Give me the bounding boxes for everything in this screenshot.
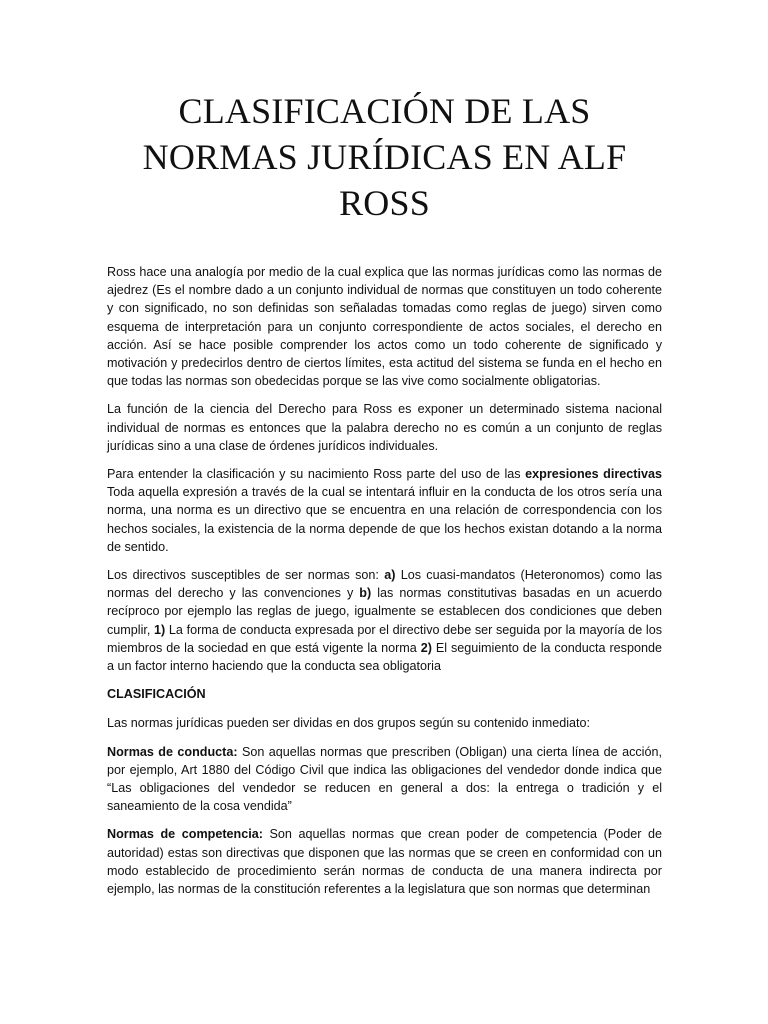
paragraph-analogy: Ross hace una analogía por medio de la cual explica que las normas jurídicas como las normas de ajedrez (Es el nombre dado a un conjunto individual de normas que constituyen un todo coherente y con significado, no son definidas son señaladas tomadas como reglas de juego) sirven como esquema de interpretación para un conjunto correspondiente de actos sociales, el derecho en acción. Así se hace posible comprender los actos como un todo coherente de significado y motivación y predecirlos dentro de ciertos límites, esta actitud del sistema se funda en el hecho en que todas las normas son obedecidas porque se las vive como socialmente obligatorias. (107, 265, 662, 389)
paragraph-competence-norms (107, 825, 662, 898)
text-run: Son aquellas normas que prescriben (Obligan) una cierta línea de acción, por ejemplo, Art 1880 del Código Civil que indica las obligaciones del vendedor donde indica que “Las obligaciones del vendedor se reducen en general a dos: la entrega o tradición y el saneamiento de la cosa vendida” (107, 744, 662, 814)
paragraph-classification-intro: Las normas jurídicas pueden ser dividas en dos grupos según su contenido inmediato: (107, 716, 591, 731)
text-run: Para entender la clasificación y su nacimiento Ross parte del uso de las (107, 467, 526, 482)
document-body (107, 263, 662, 908)
paragraph-directive-expressions (107, 465, 662, 556)
bold-term: expresiones directivas (525, 467, 662, 482)
text-run: Los cuasi-mandatos (Heteronomos) como las normas del derecho y las convenciones y (107, 568, 662, 601)
bold-marker: 2) (420, 640, 432, 655)
document-title: CLASIFICACIÓN DE LAS NORMAS JURÍDICAS EN ALF ROSS (142, 91, 627, 223)
text-run: El seguimiento de la conducta responde a un factor interno haciendo que la conducta sea obligatoria (107, 640, 662, 674)
bold-marker: b) (359, 586, 372, 601)
paragraph-directives-conditions (107, 566, 662, 675)
text-run: las normas constitutivas basadas en un acuerdo recíproco por ejemplo las reglas de juego, igualmente se establecen dos condiciones que deben cumplir, (107, 586, 662, 637)
section-heading: CLASIFICACIÓN (107, 687, 206, 702)
bold-marker: 1) (154, 622, 166, 637)
bold-term: Normas de competencia: (107, 827, 263, 842)
paragraph-science-function: La función de la ciencia del Derecho para Ross es exponer un determinado sistema nacional individual de normas es entonces que la palabra derecho no es común a un conjunto de reglas jurídicas sino a una clase de órdenes jurídicos individuales. (107, 402, 662, 453)
bold-marker: a) (384, 568, 396, 583)
paragraph-conduct-norms (107, 743, 662, 816)
text-run: La forma de conducta expresada por el directivo debe ser seguida por la mayoría de los miembros de la sociedad en que está vigente la norma (107, 622, 662, 655)
text-run: Son aquellas normas que crean poder de competencia (Poder de autoridad) estas son directivas que disponen que las normas que se creen en conformidad con un modo establecido de procedimiento serán normas de conducta de una manera indirecta por ejemplo, las normas de la constitución referentes a la legislatura que son normas que determinan (107, 827, 662, 897)
text-run: Toda aquella expresión a través de la cual se intentará influir en la conducta de los otros sería una norma, una norma es un directivo que se encuentra en una relación de correspondencia con los hechos sociales, la existencia de la norma depende de que los hechos existan dotando a la norma de sentido. (107, 485, 662, 554)
bold-term: Normas de conducta: (107, 744, 238, 759)
text-run: Los directivos susceptibles de ser normas son: (107, 568, 385, 583)
